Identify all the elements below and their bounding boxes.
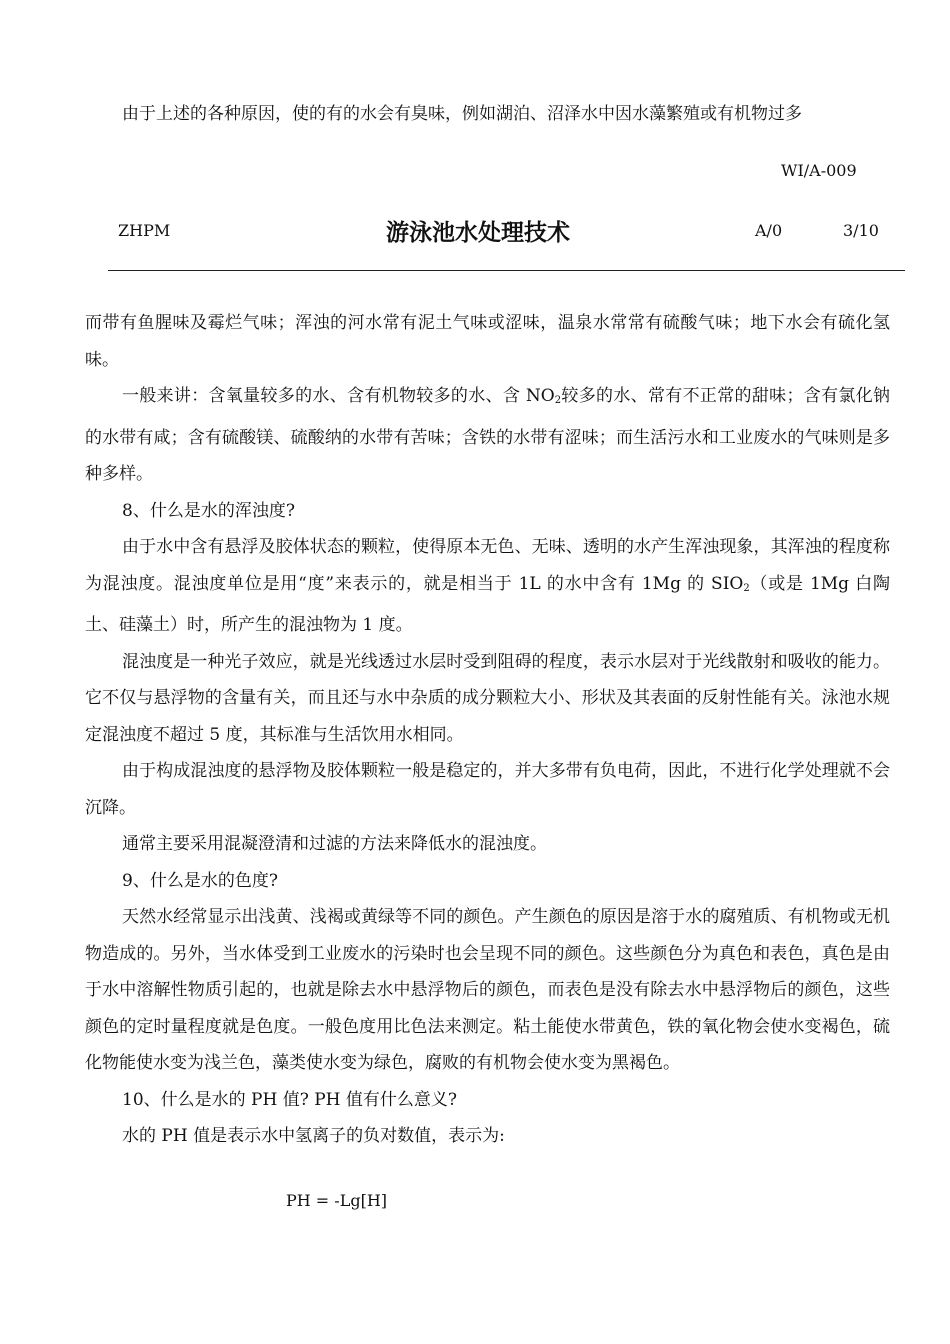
revision-number: A/0 [755, 221, 783, 240]
ph-formula: PH = -Lg[H] [286, 1191, 388, 1210]
page-number: 3/10 [843, 221, 879, 240]
carryover-text-line: 由于上述的各种原因，使的有的水会有臭味，例如湖泊、沼泽水中因水藻繁殖或有机物过多 [122, 104, 802, 124]
question-heading: 9、什么是水的色度? [122, 870, 278, 891]
document-code: WI/A-009 [781, 161, 857, 180]
paragraph: 由于构成混浊度的悬浮物及胶体颗粒一般是稳定的，并大多带有负电荷，因此，不进行化学处理就不会沉降。 [85, 761, 890, 818]
paragraph: 而带有鱼腥味及霉烂气味；浑浊的河水常有泥土气味或涩味，温泉水常常有硫酸气味；地下水会有硫化氢味。 [85, 313, 890, 370]
question-heading: 10、什么是水的 PH 值? PH 值有什么意义? [122, 1089, 458, 1110]
paragraph: 一般来讲：含氧量较多的水、含有机物较多的水、含 $NO_2$较多的水、常有不正常的甜味；含有氯化钠的水带有咸；含有硫酸镁、硫酸纳的水带有苦味；含铁的水带有涩味；而生活污水和工业废水的气味则是多种多样。 [85, 386, 891, 484]
paragraph: 由于水中含有悬浮及胶体状态的颗粒，使得原本无色、无味、透明的水产生浑浊现象，其浑浊的程度称为混浊度。混浊度单位是用“度”来表示的，就是相当于 1L 的水中含有 1Mg 的 $SIO_2$（或是 1Mg 白陶土、硅藻土）时，所产生的混浊物为 1 度。 [85, 537, 890, 635]
company-code: ZHPM [118, 221, 171, 240]
paragraph: 水的 PH 值是表示水中氢离子的负对数值，表示为: [122, 1126, 505, 1146]
question-heading: 8、什么是水的浑浊度? [122, 500, 295, 521]
paragraph: 混浊度是一种光子效应，就是光线透过水层时受到阻碍的程度，表示水层对于光线散射和吸收的能力。它不仅与悬浮物的含量有关，而且还与水中杂质的成分颗粒大小、形状及其表面的反射性能有关。泳池水规定混浊度不超过 5 度，其标准与生活饮用水相同。 [85, 651, 890, 745]
paragraph: 天然水经常显示出浅黄、浅褐或黄绿等不同的颜色。产生颜色的原因是溶于水的腐殖质、有机物或无机物造成的。另外，当水体受到工业废水的污染时也会呈现不同的颜色。这些颜色分为真色和表色，真色是由于水中溶解性物质引起的，也就是除去水中悬浮物后的颜色，而表色是没有除去水中悬浮物后的颜色，这些颜色的定时量程度就是色度。一般色度用比色法来测定。粘土能使水带黄色，铁的氧化物会使水变褐色，硫化物能使水变为浅兰色，藻类使水变为绿色，腐败的有机物会使水变为黑褐色。 [85, 907, 890, 1073]
paragraph: 通常主要采用混凝澄清和过滤的方法来降低水的混浊度。 [122, 834, 547, 854]
page-title: 游泳池水处理技术 [386, 220, 570, 246]
header-divider [108, 270, 905, 271]
document-body [85, 305, 890, 1155]
